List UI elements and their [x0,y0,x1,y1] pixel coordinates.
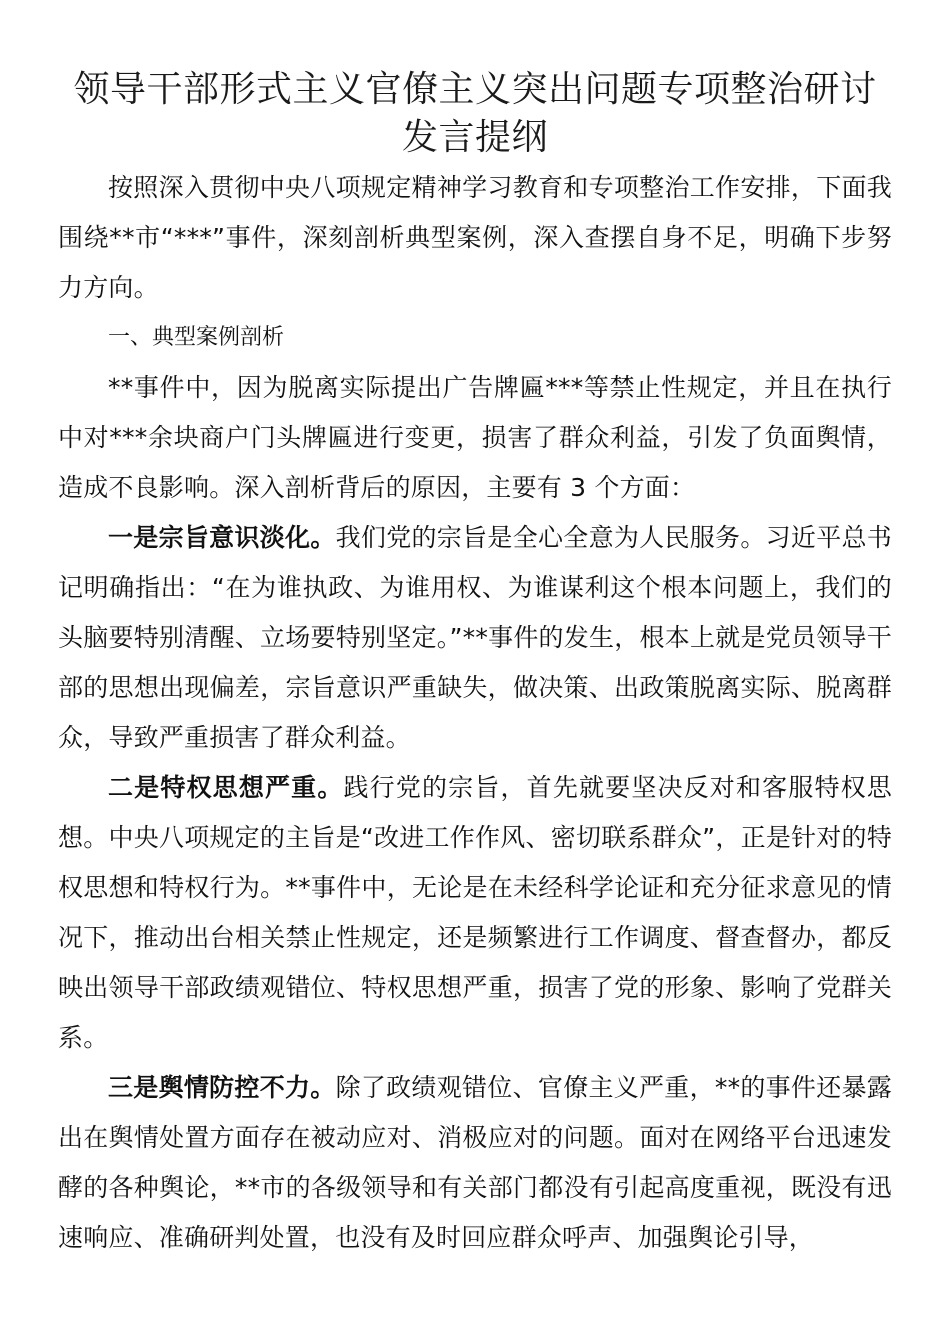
intro-paragraph: 按照深入贯彻中央八项规定精神学习教育和专项整治工作安排，下面我围绕**市“***”事件，深刻剖析典型案例，深入查摆自身不足，明确下步努力方向。 [58,173,892,302]
point-paragraph-2 [58,763,892,1063]
point-paragraph-1 [58,513,892,763]
point-lead-3: 三是舆情防控不力。 [108,1073,336,1102]
document-body [58,163,892,1263]
point-lead-1: 一是宗旨意识淡化。 [108,523,336,552]
point-lead-2: 二是特权思想严重。 [108,773,344,802]
case-paragraph: **事件中，因为脱离实际提出广告牌匾***等禁止性规定，并且在执行中对***余块商户门头牌匾进行变更，损害了群众利益，引发了负面舆情，造成不良影响。深入剖析背后的原因，主要有 3 个方面： [58,373,892,502]
point-text-1: 我们党的宗旨是全心全意为人民服务。习近平总书记明确指出：“在为谁执政、为谁用权、为谁谋利这个根本问题上，我们的头脑要特别清醒、立场要特别坚定。”**事件的发生，根本上就是党员领导干部的思想出现偏差，宗旨意识严重缺失，做决策、出政策脱离实际、脱离群众，导致严重损害了群众利益。 [58,523,892,752]
point-paragraph-3 [58,1063,892,1263]
section-heading: 一、典型案例剖析 [108,325,285,350]
point-text-2: 践行党的宗旨，首先就要坚决反对和客服特权思想。中央八项规定的主旨是“改进工作作风、密切联系群众”，正是针对的特权思想和特权行为。**事件中，无论是在未经科学论证和充分征求意见的情况下，推动出台相关禁止性规定，还是频繁进行工作调度、督查督办，都反映出领导干部政绩观错位、特权思想严重，损害了党的形象、影响了党群关系。 [58,773,893,1052]
point-text-3: 除了政绩观错位、官僚主义严重，**的事件还暴露出在舆情处置方面存在被动应对、消极应对的问题。面对在网络平台迅速发酵的各种舆论，**市的各级领导和有关部门都没有引起高度重视，既没有迅速响应、准确研判处置，也没有及时回应群众呼声、加强舆论引导， [58,1073,892,1252]
document-title: 领导干部形式主义官僚主义突出问题专项整治研讨发言提纲 [73,69,877,158]
